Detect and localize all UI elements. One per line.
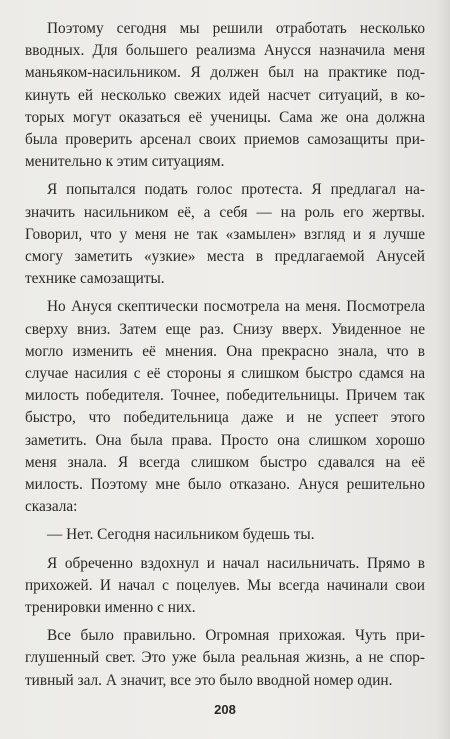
paragraph-2: Я попытался подать голос протеста. Я предлагал назначить насильником её, а себя — на роль его жертвы. Говорил, что у меня не так «замылен» взгляд и я лучше смогу заметить «узкие» места в предлагаемой Анусей технике самозащиты. xyxy=(25,181,425,288)
paragraph-4: — Нет. Сегодня насильником будешь ты. xyxy=(47,526,315,544)
paragraph-1: Поэтому сегодня мы решили отработать несколько вводных. Для большего реализма Анусся назначила меня маньяком-насильником. Я должен был на практике подкинуть ей несколько свежих идей насчет ситуаций, в которых могут оказаться её ученицы. Сама же она должна была проверить арсенал своих приемов самозащиты применительно к этим ситуациям. xyxy=(25,20,425,171)
body-text xyxy=(25,18,425,692)
paragraph-3: Но Ануся скептически посмотрела на меня. Посмотрела сверху вниз. Затем еще раз. Снизу вверх. Увиденное не могло изменить её мнения. Она прекрасно знала, что в случае насилия с её стороны я слишком быстро сдамся на милость победителя. Точнее, победительницы. Причем так быстро, что победительница даже и не успеет этого заметить. Она была права. Просто она слишком хорошо меня знала. Я всегда слишком быстро сдавался на её милость. Поэтому мне было отказано. Ануся решительно сказала: xyxy=(25,298,425,516)
page-number: 208 xyxy=(214,702,236,717)
paragraph-5: Я обреченно вздохнул и начал насильничать. Прямо в прихожей. И начал с поцелуев. Мы всегда начинали свои тренировки именно с них. xyxy=(25,554,425,617)
page-edge-shadow xyxy=(436,0,450,739)
paragraph-6: Все было правильно. Огромная прихожая. Чуть приглушенный свет. Это уже была реальная жизнь, а не спортивный зал. А значит, все это было вводной номер один. xyxy=(25,627,425,689)
